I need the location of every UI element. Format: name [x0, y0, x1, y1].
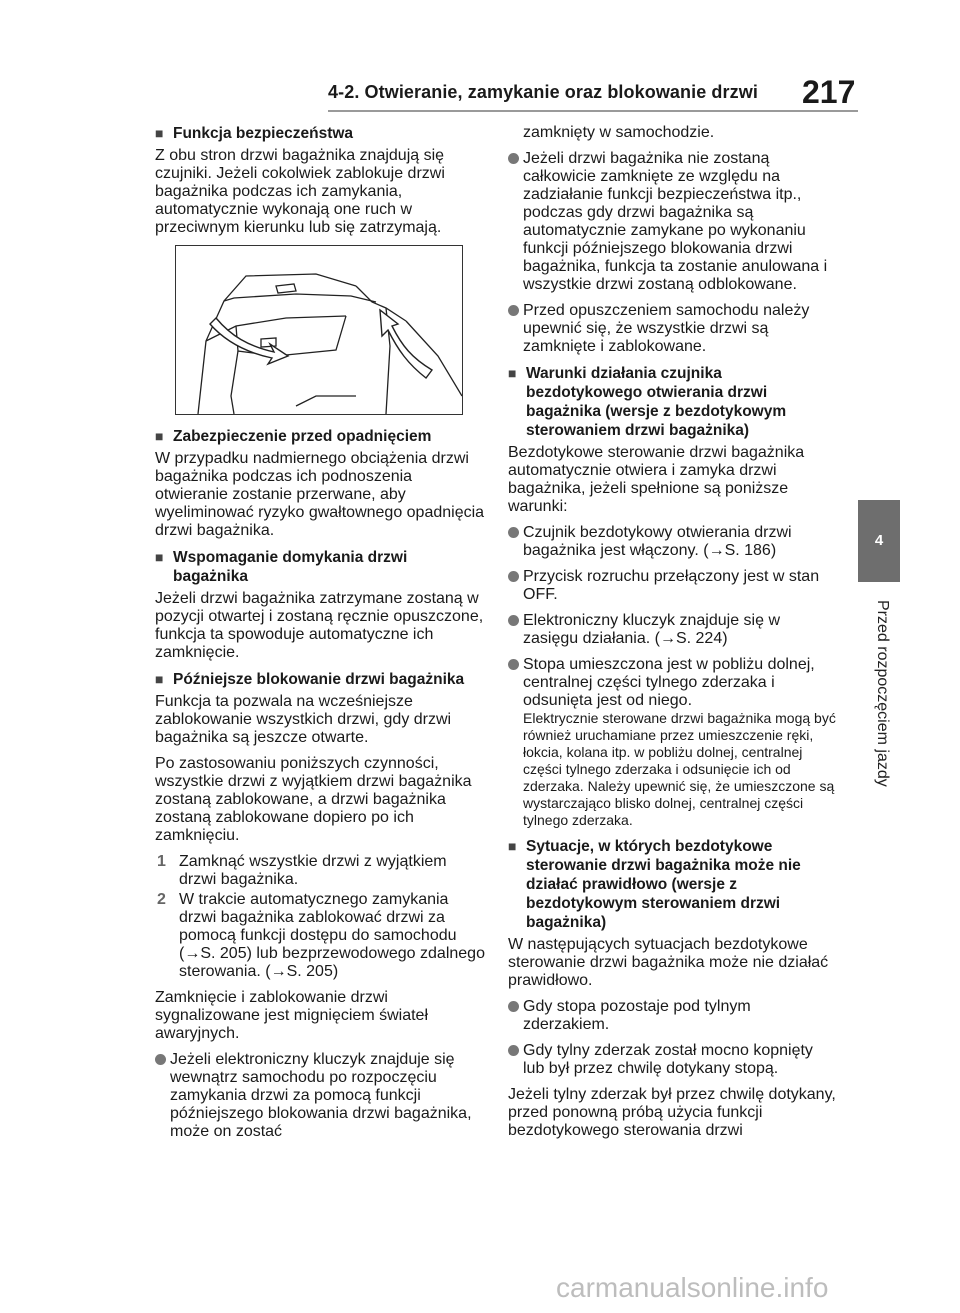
page-number: 217	[802, 74, 856, 110]
bullet-key-in-range	[508, 612, 838, 648]
bullet-foot-under-bumper-text: Gdy stopa pozostaje pod tylnym zderzakiem.	[523, 998, 751, 1033]
bullet-foot-position	[508, 656, 838, 829]
bullet-sensor-on-text: Czujnik bezdotykowy otwierania drzwi bagażnika jest włączony. (→S. 186)	[523, 524, 792, 559]
step-2	[155, 891, 485, 981]
bullet-not-closed-text: Jeżeli drzwi bagażnika nie zostaną całkowicie zamknięte ze względu na zadziałanie funkcji bezpieczeństwa itp., podczas gdy drzwi bagażnika są automatycznie zamykane po wykonaniu funkcji późniejszego blokowania drzwi bagażnika, funkcja ta zostanie anulowana i wszystkie drzwi zostaną odblokowane.	[523, 150, 828, 293]
bullet-key-inside-text: Jeżeli elektroniczny kluczyk znajduje się wewnątrz samochodu po rozpoczęciu zamykania drzwi za pomocą funkcji późniejszego blokowania drzwi bagażnika, może on zostać	[170, 1051, 472, 1140]
heading-delayed-lock: ■ Późniejsze blokowanie drzwi bagażnika	[155, 670, 485, 689]
bullet-key-inside	[155, 1051, 485, 1141]
chapter-tab[interactable]: 4	[858, 500, 900, 582]
bullet-dot-icon	[508, 615, 519, 626]
step-1	[155, 853, 485, 889]
heading-safety: ■ Funkcja bezpieczeństwa	[155, 124, 485, 143]
watermark: carmanualsonline.info	[556, 1272, 829, 1303]
bullet-dot-icon	[508, 659, 519, 670]
bullet-key-in-range-text: Elektroniczny kluczyk znajduje się w zasięgu działania. (→S. 224)	[523, 612, 780, 647]
bullet-dot-icon	[508, 571, 519, 582]
paragraph-hazard-signal: Zamknięcie i zablokowanie drzwi sygnalizowane jest mignięciem świateł awaryjnych.	[155, 989, 429, 1042]
step-1-text: Zamknąć wszystkie drzwi z wyjątkiem drzwi bagażnika.	[179, 853, 447, 888]
heading-close-assist: ■ Wspomaganie domykania drzwi bagażnika	[155, 548, 485, 586]
bullet-bumper-kicked	[508, 1042, 838, 1078]
bullet-sensor-on	[508, 524, 838, 560]
paragraph-safety: Z obu stron drzwi bagażnika znajdują się czujniki. Jeżeli cokolwiek zablokuje drzwi bagażnika podczas ich zamykania, automatycznie wykonają one ruch w przeciwnym kierunku lub się zatrzymają.	[155, 147, 445, 236]
bullet-foot-position-text: Stopa umieszczona jest w pobliżu dolnej, centralnej części tylnego zderzaka i odsunięta jest od niego.	[523, 656, 815, 709]
bullet-dot-icon	[508, 153, 519, 164]
chapter-label: Przed rozpoczęciem jazdy	[874, 600, 891, 787]
bullet-before-leaving	[508, 302, 838, 356]
step-1-number: 1	[157, 853, 166, 870]
bullet-dot-icon	[508, 1001, 519, 1012]
tailgate-drawing	[176, 246, 462, 414]
bullet-dot-icon	[508, 527, 519, 538]
header-divider	[328, 110, 858, 112]
bullet-dot-icon	[155, 1054, 166, 1065]
section-title: 4-2. Otwieranie, zamykanie oraz blokowanie drzwi	[328, 82, 758, 102]
bullet-before-leaving-text: Przed opuszczeniem samochodu należy upewnić się, że wszystkie drzwi są zamknięte i zablokowane.	[523, 302, 810, 355]
bullet-bumper-kicked-text: Gdy tylny zderzak został mocno kopnięty lub był przez chwilę dotykany stopą.	[523, 1042, 813, 1077]
step-2-number: 2	[157, 891, 166, 908]
bullet-dot-icon	[508, 1045, 519, 1056]
paragraph-close-assist: Jeżeli drzwi bagażnika zatrzymane zostaną w pozycji otwartej i zostaną ręcznie opuszczone, funkcja ta spowoduje automatyczne ich zamknięcie.	[155, 590, 484, 661]
paragraph-kick-sensor-issues-intro: W następujących sytuacjach bezdotykowe sterowanie drzwi bagażnika może nie działać prawidłowo.	[508, 936, 829, 989]
bullet-not-closed	[508, 150, 838, 294]
heading-anti-drop: ■ Zabezpieczenie przed opadnięciem	[155, 427, 485, 446]
paragraph-delayed-lock-steps-intro: Po zastosowaniu poniższych czynności, wszystkie drzwi z wyjątkiem drzwi bagażnika zostaną zablokowane, a drzwi bagażnika zostaną zablokowane dopiero po ich zamknięciu.	[155, 755, 472, 844]
left-column	[155, 124, 485, 1149]
heading-kick-sensor-issues: ■ Sytuacje, w których bezdotykowe sterowanie drzwi bagażnika może nie działać prawidłowo (wersje z bezdotykowym sterowaniem drzwi bagażnika)	[508, 837, 838, 932]
paragraph-delayed-lock: Funkcja ta pozwala na wcześniejsze zablokowanie wszystkich drzwi, gdy drzwi bagażnika są jeszcze otwarte.	[155, 693, 452, 746]
paragraph-bumper-touched: Jeżeli tylny zderzak był przez chwilę dotykany, przed ponowną próbą użycia funkcji bezdotykowego sterowania drzwi	[508, 1086, 836, 1139]
note-hand-elbow-knee: Elektrycznie sterowane drzwi bagażnika mogą być również uruchamiane przez umieszczenie ręki, łokcia, kolana itp. w pobliżu dolnej, centralnej części tylnego zderzaka i odsunięcie ich od zderzaka. Należy upewnić się, że umieszczone są wystarczająco blisko dolnej, centralnej części tylnego zderzaka.	[523, 710, 836, 828]
tailgate-sensor-illustration	[175, 245, 463, 415]
paragraph-kick-sensor-intro: Bezdotykowe sterowanie drzwi bagażnika automatycznie otwiera i zamyka drzwi bagażnika, jeżeli spełnione są poniższe warunki:	[508, 444, 805, 515]
bullet-power-off-text: Przycisk rozruchu przełączony jest w stan OFF.	[523, 568, 820, 603]
paragraph-continued: zamknięty w samochodzie.	[523, 124, 715, 141]
right-column	[508, 124, 838, 1148]
bullet-dot-icon	[508, 305, 519, 316]
bullet-foot-under-bumper	[508, 998, 838, 1034]
step-2-text: W trakcie automatycznego zamykania drzwi bagażnika zablokować drzwi za pomocą funkcji dostępu do samochodu (→S. 205) lub bezprzewodowego zdalnego sterowania. (→S. 205)	[179, 891, 485, 980]
bullet-power-off	[508, 568, 838, 604]
paragraph-anti-drop: W przypadku nadmiernego obciążenia drzwi bagażnika podczas ich podnoszenia otwieranie zostanie przerwane, aby wyeliminować ryzyko gwałtownego opadnięcia drzwi bagażnika.	[155, 450, 485, 539]
heading-kick-sensor-conditions: ■ Warunki działania czujnika bezdotykowego otwierania drzwi bagażnika (wersje z bezdotykowym sterowaniem drzwi bagażnika)	[508, 364, 838, 440]
